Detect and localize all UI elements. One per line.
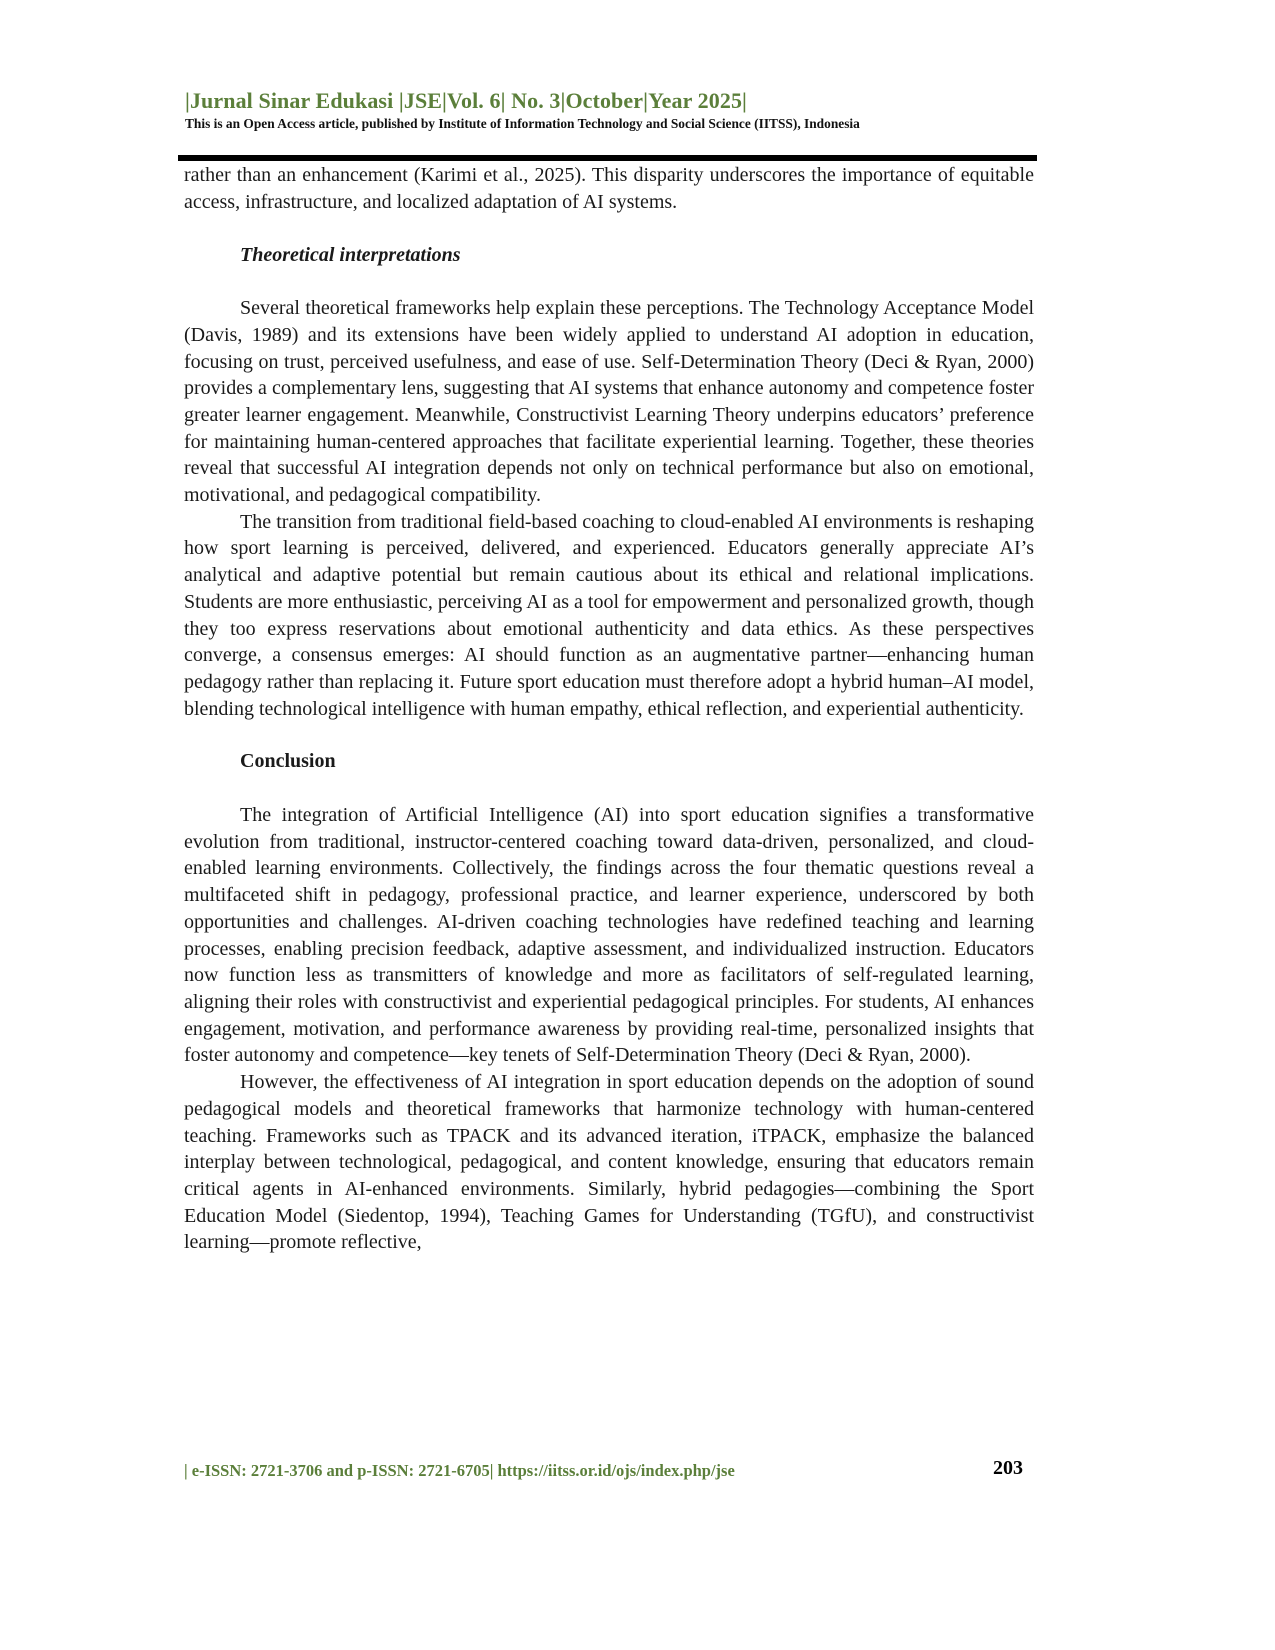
paragraph: However, the effectiveness of AI integration in sport education depends on the adoption of sound pedagogical models and theoretical frameworks that harmonize technology with human-centered teaching. Frameworks such as TPACK and its advanced iteration, iTPACK, emphasize the balanced interplay between technological, pedagogical, and content knowledge, ensuring that educators remain critical agents in AI-enhanced environments. Similarly, hybrid pedagogies—combining the Sport Education Model (Siedentop, 1994), Teaching Games for Understanding (TGfU), and constructivist learning—promote reflective, xyxy=(184,1071,1034,1254)
running-header xyxy=(185,88,1045,133)
section-heading-conclusion: Conclusion xyxy=(240,750,336,773)
paragraph-intro: rather than an enhancement (Karimi et al., 2025). This disparity underscores the importance of equitable access, infrastructure, and localized adaptation of AI systems. xyxy=(184,164,1034,213)
paragraph: Several theoretical frameworks help explain these perceptions. The Technology Acceptance Model (Davis, 1989) and its extensions have been widely applied to understand AI adoption in education, focusing on trust, perceived usefulness, and ease of use. Self-Determination Theory (Deci & Ryan, 2000) provides a complementary lens, suggesting that AI systems that enhance autonomy and competence foster greater learner engagement. Meanwhile, Constructivist Learning Theory underpins educators’ preference for maintaining human-centered approaches that facilitate experiential learning. Together, these theories reveal that successful AI integration depends not only on technical performance but also on emotional, motivational, and pedagogical compatibility. xyxy=(184,297,1034,507)
publisher-notice: This is an Open Access article, published by Institute of Information Technology and Social Science (IITSS), Indonesia xyxy=(185,116,860,131)
paragraph: The transition from traditional field-based coaching to cloud-enabled AI environments is reshaping how sport learning is perceived, delivered, and experienced. Educators generally appreciate AI’s analytical and adaptive potential but remain cautious about its ethical and relational implications. Students are more enthusiastic, perceiving AI as a tool for empowerment and personalized growth, though they too express reservations about emotional authenticity and data ethics. As these perspectives converge, a consensus emerges: AI should function as an augmentative partner—enhancing human pedagogy rather than replacing it. Future sport education must therefore adopt a hybrid human–AI model, blending technological intelligence with human empathy, ethical reflection, and experiential authenticity. xyxy=(184,510,1034,720)
paragraph: The integration of Artificial Intelligence (AI) into sport education signifies a transformative evolution from traditional, instructor-centered coaching toward data-driven, personalized, and cloud-enabled learning environments. Collectively, the findings across the four thematic questions reveal a multifaceted shift in pedagogy, professional practice, and learner experience, underscored by both opportunities and challenges. AI-driven coaching technologies have redefined teaching and learning processes, enabling precision feedback, adaptive assessment, and individualized instruction. Educators now function less as transmitters of knowledge and more as facilitators of self-regulated learning, aligning their roles with constructivist and experiential pedagogical principles. For students, AI enhances engagement, motivation, and performance awareness by providing real-time, personalized insights that foster autonomy and competence—key tenets of Self-Determination Theory (Deci & Ryan, 2000). xyxy=(184,804,1034,1067)
page-number: 203 xyxy=(993,1457,1023,1479)
running-footer xyxy=(184,1457,1044,1487)
article-body xyxy=(184,162,1034,1256)
section-heading-theoretical: Theoretical interpretations xyxy=(240,244,461,267)
header-divider xyxy=(178,155,1037,161)
issn-and-url: | e-ISSN: 2721-3706 and p-ISSN: 2721-6705| https://iitss.or.id/ojs/index.php/jse xyxy=(184,1461,735,1480)
journal-title: |Jurnal Sinar Edukasi |JSE|Vol. 6| No. 3|October|Year 2025| xyxy=(185,88,747,113)
